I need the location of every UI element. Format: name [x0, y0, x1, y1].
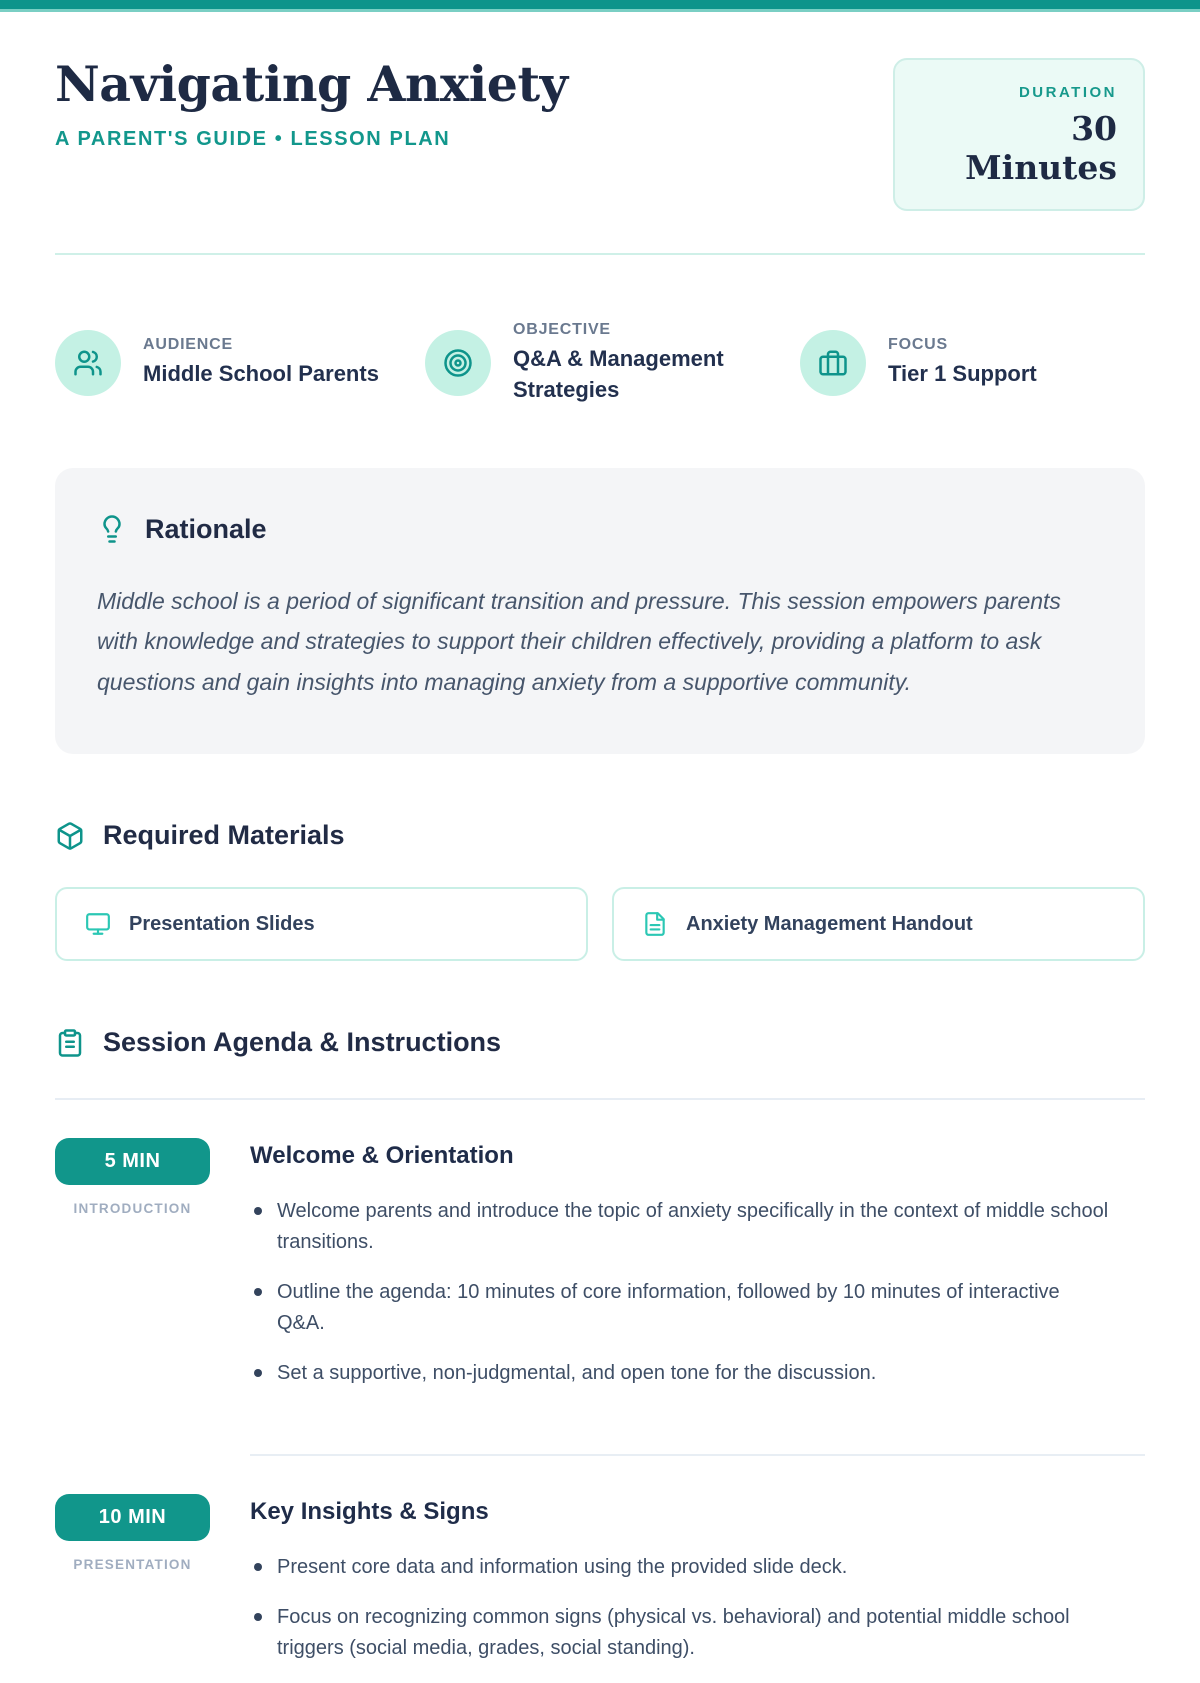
meta-item-focus	[800, 321, 1145, 406]
header-divider	[55, 253, 1145, 255]
rationale-card	[55, 468, 1145, 754]
agenda-bullet-list	[250, 1552, 1145, 1664]
duration-box	[893, 58, 1145, 211]
agenda-bullet: Present core data and information using the provided slide deck.	[250, 1552, 1110, 1583]
agenda-top-divider	[55, 1098, 1145, 1100]
stage-label: INTRODUCTION	[73, 1201, 192, 1216]
briefcase-icon	[800, 330, 866, 396]
materials-header	[55, 820, 1145, 851]
agenda-bullet: Welcome parents and introduce the topic of anxiety specifically in the context of middle school transitions.	[250, 1196, 1110, 1258]
target-icon	[425, 330, 491, 396]
meta-text	[888, 336, 1037, 390]
page-subtitle: A PARENT'S GUIDE • LESSON PLAN	[55, 127, 451, 150]
material-label: Presentation Slides	[129, 912, 315, 935]
agenda-bullet: Outline the agenda: 10 minutes of core information, followed by 10 minutes of interactive Q&A.	[250, 1277, 1110, 1339]
lightbulb-icon	[97, 514, 127, 544]
meta-value: Middle School Parents	[143, 361, 379, 387]
top-accent-bar	[0, 0, 1200, 12]
agenda-header	[55, 1027, 1145, 1058]
meta-label: OBJECTIVE	[513, 321, 611, 338]
page-title: Navigating Anxiety	[55, 55, 568, 113]
meta-item-objective	[425, 321, 800, 406]
agenda-item-body	[250, 1494, 1145, 1683]
rationale-text: Middle school is a period of significant transition and pressure. This session empowers parents with knowledge and strategies to support their children effectively, providing a platform to ask questions and gain insights into managing anxiety from a supportive community.	[97, 587, 1061, 695]
agenda-item-left	[55, 1138, 250, 1408]
duration-badge: 10 MIN	[55, 1494, 210, 1541]
meta-text	[513, 321, 738, 406]
file-text-icon	[642, 911, 668, 937]
rationale-header	[97, 514, 1103, 545]
meta-row	[55, 321, 1145, 406]
package-icon	[55, 821, 85, 851]
meta-label: AUDIENCE	[143, 336, 233, 354]
agenda-item-divider	[250, 1454, 1145, 1456]
agenda-heading: Session Agenda & Instructions	[103, 1027, 502, 1057]
agenda-bullet: Focus on recognizing common signs (physical vs. behavioral) and potential middle school triggers (social media, grades, social standing).	[250, 1602, 1110, 1664]
rationale-heading: Rationale	[145, 513, 267, 544]
meta-label: FOCUS	[888, 336, 948, 354]
materials-heading: Required Materials	[103, 820, 345, 850]
material-card	[612, 887, 1145, 961]
header-titles	[55, 55, 568, 151]
duration-label: DURATION	[1018, 84, 1117, 101]
duration-value: 30 Minutes	[965, 109, 1117, 187]
agenda-bullet: Set a supportive, non-judgmental, and open tone for the discussion.	[250, 1358, 1110, 1389]
duration-badge: 5 MIN	[55, 1138, 210, 1185]
users-icon	[55, 330, 121, 396]
materials-section	[55, 820, 1145, 961]
agenda-item-title: Welcome & Orientation	[250, 1142, 514, 1169]
agenda-item-welcome	[55, 1138, 1145, 1408]
meta-text	[143, 336, 379, 390]
material-label: Anxiety Management Handout	[686, 912, 973, 935]
meta-item-audience	[55, 321, 425, 406]
meta-value: Q&A & Management Strategies	[513, 346, 724, 402]
clipboard-icon	[55, 1028, 85, 1058]
header	[55, 55, 1145, 211]
page-container	[0, 55, 1200, 1683]
stage-label: PRESENTATION	[73, 1557, 192, 1572]
agenda-item-left	[55, 1494, 250, 1683]
agenda-bullet-list	[250, 1196, 1145, 1389]
agenda-item-body	[250, 1138, 1145, 1408]
agenda-item-insights	[55, 1494, 1145, 1683]
monitor-icon	[85, 911, 111, 937]
agenda-section	[55, 1027, 1145, 1683]
meta-value: Tier 1 Support	[888, 361, 1037, 387]
materials-grid	[55, 887, 1145, 961]
material-card	[55, 887, 588, 961]
agenda-item-title: Key Insights & Signs	[250, 1498, 489, 1525]
